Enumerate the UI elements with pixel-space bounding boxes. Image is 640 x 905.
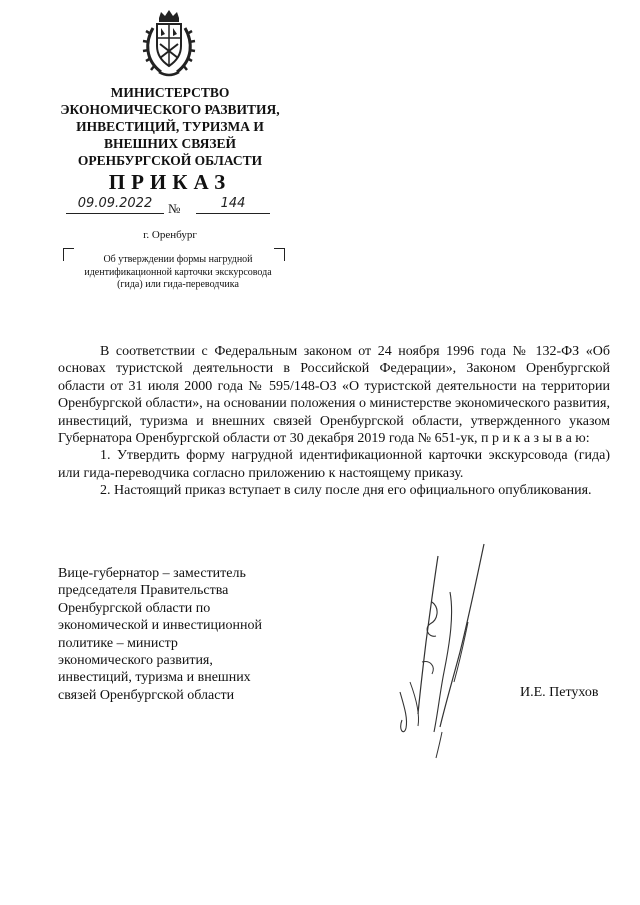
signer-position-line: политике – министр <box>58 635 178 651</box>
number-sign: № <box>168 201 181 216</box>
ministry-name <box>40 84 300 169</box>
city-label: г. Оренбург <box>143 229 197 241</box>
order-date: 09.09.2022 <box>77 196 153 211</box>
ministry-line: ЭКОНОМИЧЕСКОГО РАЗВИТИЯ, <box>60 102 280 117</box>
subject-line: (гида) или гида-переводчика <box>117 279 239 290</box>
order-body <box>58 343 610 500</box>
ministry-line: ВНЕШНИХ СВЯЗЕЙ <box>104 136 236 151</box>
subject-line: Об утверждении формы нагрудной <box>103 254 253 265</box>
handwritten-signature <box>390 542 500 762</box>
document-type-title: ПРИКАЗ <box>108 170 232 194</box>
ministry-line: ОРЕНБУРГСКОЙ ОБЛАСТИ <box>77 153 263 168</box>
subject-line: идентификационной карточки экскурсовода <box>84 266 272 278</box>
signer-position-line: Вице-губернатор – заместитель <box>58 566 246 581</box>
date-underline <box>66 213 164 214</box>
signer-position <box>58 565 298 704</box>
signer-position-line: инвестиций, туризма и внешних <box>58 670 251 686</box>
order-item-1: 1. Утвердить форму нагрудной идентификационной карточки экскурсовода (гида) или гида-переводчика согласно приложению к настоящему приказу. <box>58 448 610 481</box>
ministry-line: ИНВЕСТИЦИЙ, ТУРИЗМА И <box>76 119 264 134</box>
coat-of-arms-emblem <box>141 8 197 80</box>
ministry-line: МИНИСТЕРСТВО <box>110 85 230 100</box>
order-subject <box>60 254 296 292</box>
preamble-paragraph: В соответствии с Федеральным законом от 24 ноября 1996 года № 132-ФЗ «Об основах туристской деятельности в Российской Федерации», Законом Оренбургской области от 31 июля 2000 года № 595/148-ОЗ «О туристской деятельности на территории Оренбургской области», на основании положения о министерстве экономического развития, инвестиций, туризма и внешних связей Оренбургской области, утвержденного указом Губернатора Оренбургской области от 30 декабря 2019 года № 651-ук, п р и к а з ы в а ю: <box>58 344 610 447</box>
signer-position-line: экономической и инвестиционной <box>58 618 262 634</box>
signer-position-line: связей Оренбургской области <box>58 687 235 703</box>
signer-position-line: председателя Правительства <box>58 583 229 599</box>
signer-name: И.Е. Петухов <box>520 685 599 700</box>
signer-position-line: Оренбургской области по <box>58 600 211 616</box>
order-item-2: 2. Настоящий приказ вступает в силу после дня его официального опубликования. <box>100 483 592 499</box>
number-underline <box>196 213 270 214</box>
order-number: 144 <box>220 196 246 211</box>
signer-position-line: экономического развития, <box>58 653 213 669</box>
